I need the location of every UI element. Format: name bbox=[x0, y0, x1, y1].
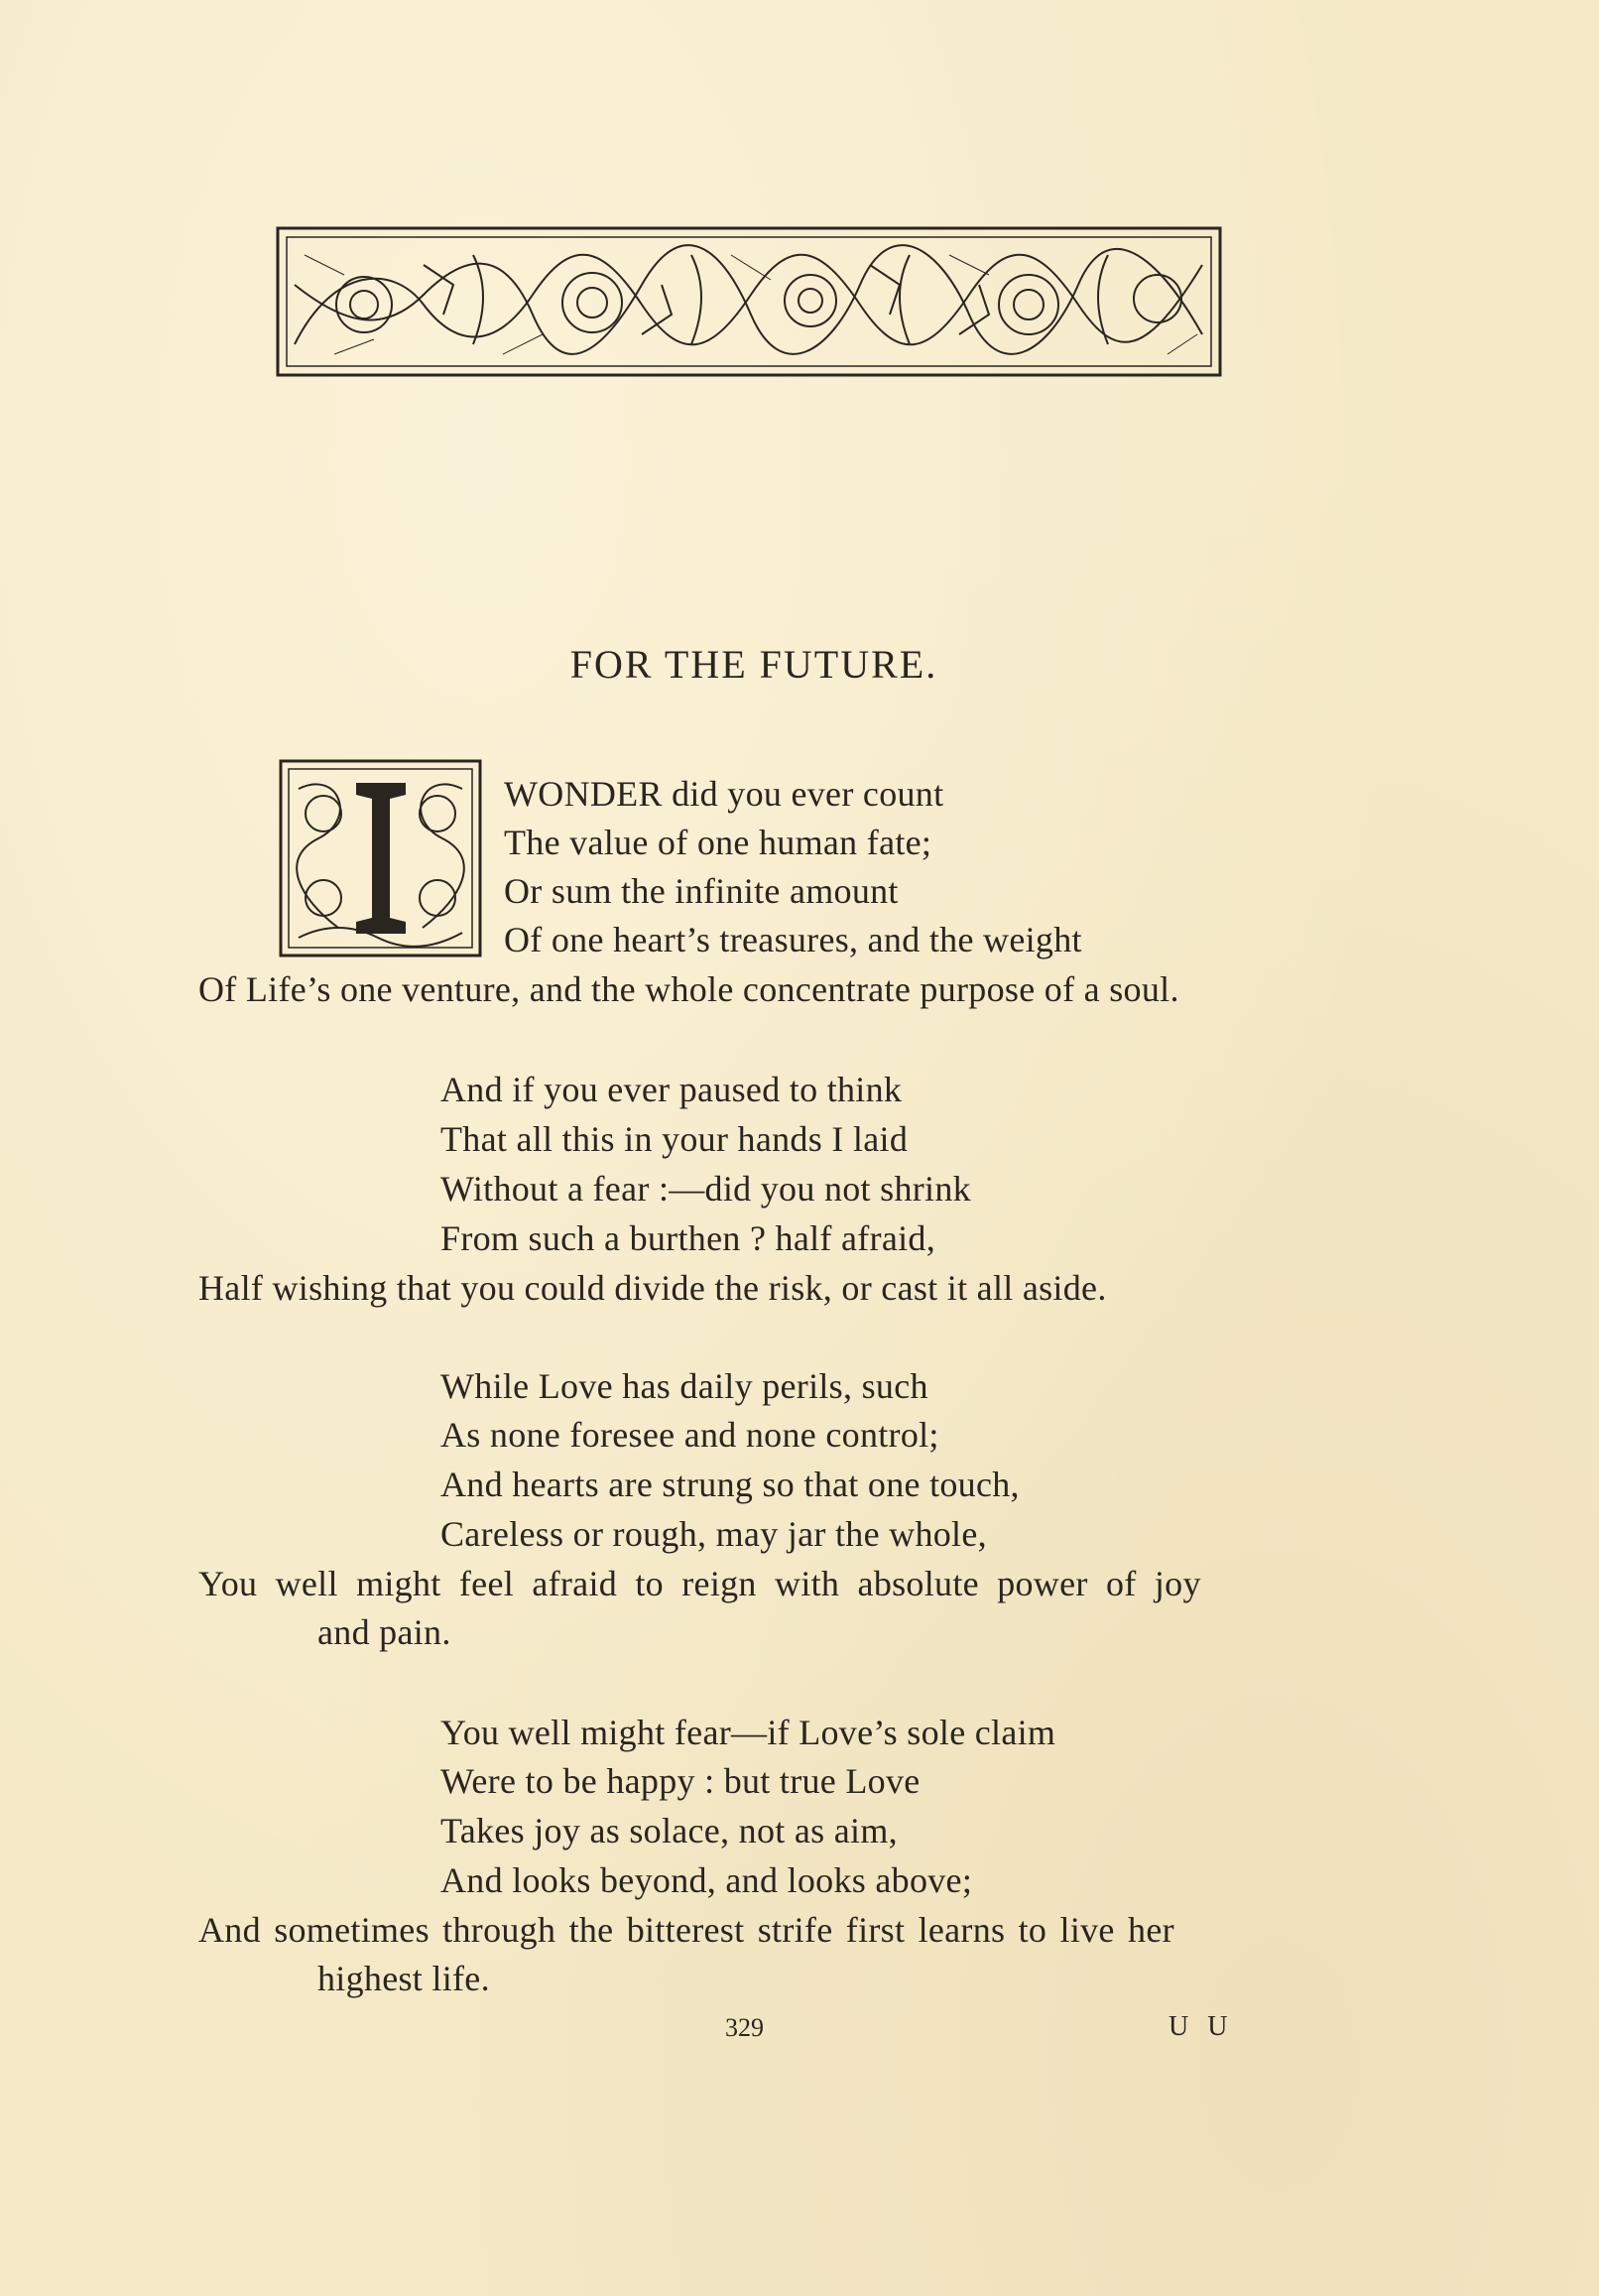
poem-line: highest life. bbox=[317, 1959, 490, 1998]
poem-line: And looks beyond, and looks above; bbox=[440, 1860, 973, 1900]
poem-line: Takes joy as solace, not as aim, bbox=[440, 1811, 898, 1850]
poem-line: Half wishing that you could divide the risk, or cast it all aside. bbox=[198, 1268, 1107, 1308]
poem-line: WONDER did you ever count bbox=[504, 774, 944, 814]
headpiece-ornament-icon bbox=[275, 225, 1223, 378]
poem-line: and pain. bbox=[317, 1612, 451, 1652]
poem-line: And if you ever paused to think bbox=[440, 1070, 903, 1109]
poem-line: You well might fear—if Love’s sole claim bbox=[440, 1713, 1056, 1752]
poem-line: As none foresee and none control; bbox=[440, 1415, 939, 1455]
page-number: 329 bbox=[725, 2013, 764, 2042]
poem-line: Careless or rough, may jar the whole, bbox=[440, 1514, 987, 1554]
poem-line: That all this in your hands I laid bbox=[440, 1119, 909, 1159]
poem-line: You well might feel afraid to reign with absolute power of joy bbox=[198, 1564, 1201, 1603]
poem-line: Without a fear :—did you not shrink bbox=[440, 1169, 971, 1209]
poem-line: From such a burthen ? half afraid, bbox=[440, 1218, 936, 1258]
poem-title: FOR THE FUTURE. bbox=[569, 642, 938, 687]
signature-mark: U U bbox=[1168, 2011, 1234, 2042]
poem-line: Of one heart’s treasures, and the weight bbox=[504, 920, 1082, 959]
poem-line: Of Life’s one venture, and the whole concentrate purpose of a soul. bbox=[198, 969, 1179, 1009]
poem-line: And hearts are strung so that one touch, bbox=[440, 1465, 1020, 1504]
poem-line: While Love has daily perils, such bbox=[440, 1366, 928, 1406]
poem-line: And sometimes through the bitterest strife first learns to live her bbox=[198, 1910, 1174, 1950]
poem-line: Or sum the infinite amount bbox=[504, 871, 899, 911]
poem-line: Were to be happy : but true Love bbox=[440, 1761, 921, 1801]
poem-line: The value of one human fate; bbox=[504, 823, 932, 862]
ornamental-initial-icon bbox=[279, 759, 482, 957]
